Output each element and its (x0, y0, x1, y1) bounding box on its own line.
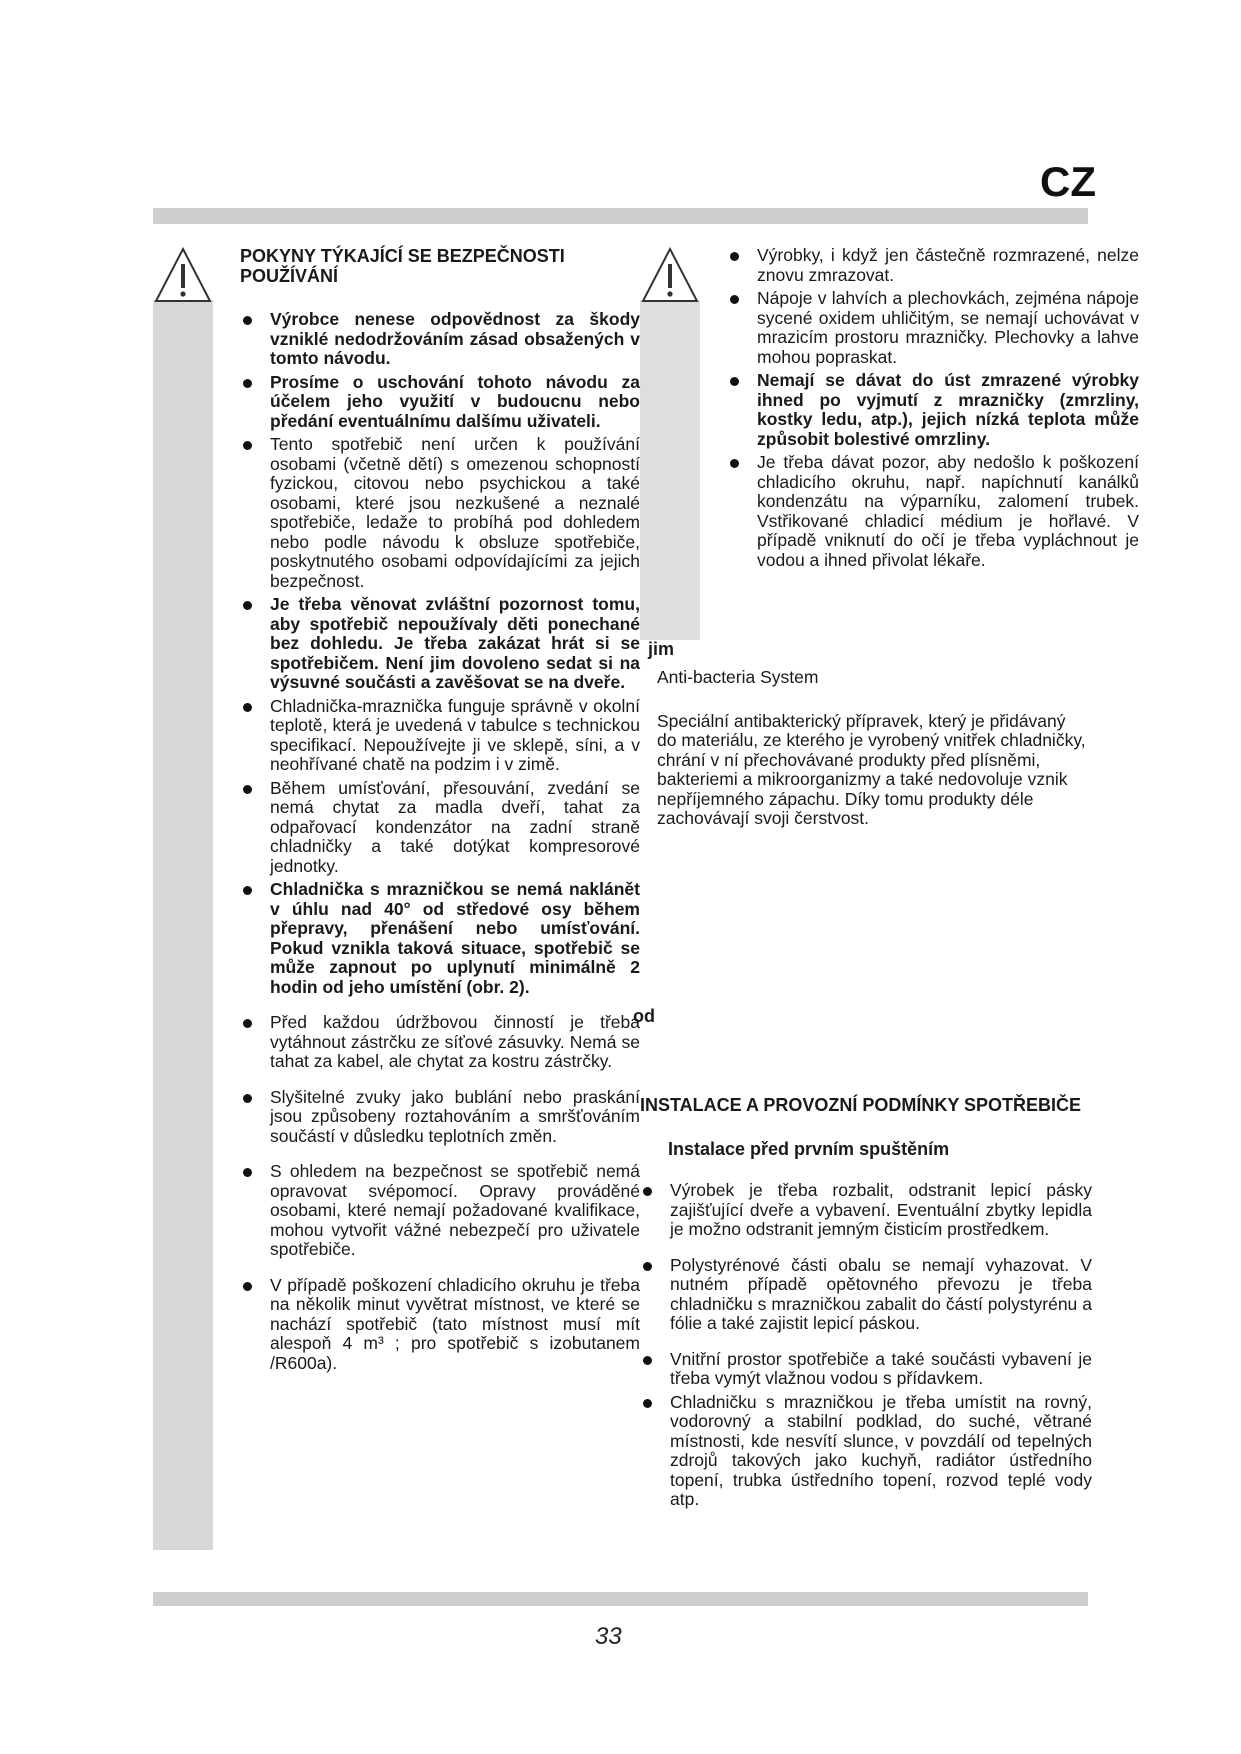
stray-text: jim (648, 639, 675, 659)
warning-icon (153, 246, 213, 304)
list-item: Polystyrénové části obalu se nemají vyhazovat. V nutném případě opětovného převozu je třeba chladničku s mrazničkou zabalit do částí polystyrénu a fólie a také zajistit lepicí páskou. (640, 1256, 1092, 1334)
warnings-list (727, 246, 1139, 570)
list-item: Výrobek je třeba rozbalit, odstranit lepicí pásky zajišťující dveře a vybavení. Eventuální zbytky lepidla je možno odstranit jemným čisticím prostředkem. (640, 1181, 1092, 1240)
stray-text: od (633, 1006, 655, 1026)
warnings-column (727, 246, 1139, 574)
installation-heading: INSTALACE A PROVOZNÍ PODMÍNKY SPOTŘEBIČE (640, 1095, 1082, 1115)
list-item: Je třeba dávat pozor, aby nedošlo k poškození chladicího okruhu, např. napíchnutí kanálků kondenzátu na výparníku, zalomení trubek. Vstřikované chladicí médium je hořlavé. V případě vniknutí do očí je třeba vypláchnout je vodou a ihned přivolat lékaře. (727, 453, 1139, 570)
safety-list (240, 310, 640, 1373)
list-item: Výrobce nenese odpovědnost za škody vzniklé nedodržováním zásad obsažených v tomto návodu. (240, 310, 640, 369)
warning-icon (640, 246, 700, 304)
list-item: Prosíme o uschování tohoto návodu za účelem jeho využití v budoucnu nebo předání eventuálnímu dalšímu uživateli. (240, 373, 640, 432)
antibacteria-title: Anti-bacteria System (657, 667, 819, 687)
list-item: V případě poškození chladicího okruhu je třeba na několik minut vyvětrat místnost, ve které se nachází spotřebič (tato místnost musí mít alespoň 4 m³ ; pro spotřebič s izobutanem /R600a). (240, 1276, 640, 1374)
list-item: Vnitřní prostor spotřebiče a také součásti vybavení je třeba vymýt vlažnou vodou s přídavkem. (640, 1350, 1092, 1389)
language-code: CZ (1040, 158, 1096, 205)
list-item: Tento spotřebič není určen k používání osobami (včetně dětí) s omezenou schopností fyzickou, citovou nebo psychickou a také osobami, které jsou nezkušené a neznalé spotřebiče, ledaže to probíhá pod dohledem nebo podle návodu k obsluze spotřebiče, poskytnutého osobami odpovídajícími za jejich bezpečnost. (240, 435, 640, 591)
antibacteria-text: Speciální antibakterický přípravek, který je přidávaný do materiálu, ze kterého je vyrobený vnitřek chladničky, chrání v ní přechovávané produkty před plísněmi, bakteriemi a mikroorganizmy a také nedovoluje vznik nepříjemného zápachu. Díky tomu produkty déle zachovávají svoji čerstvost. (657, 710, 1086, 828)
top-divider-bar (153, 208, 1088, 224)
bottom-divider-bar (153, 1592, 1088, 1606)
list-item: Chladnička s mrazničkou se nemá naklánět v úhlu nad 40° od středové osy během přepravy, přenášení nebo umísťování. Pokud vznikla taková situace, spotřebič se může zapnout po uplynutí minimálně 2 hodin od jeho umístění (obr. 2). (240, 880, 640, 997)
middle-margin-strip (640, 300, 700, 640)
antibacteria-section (657, 668, 1087, 829)
list-item: Slyšitelné zvuky jako bublání nebo praskání jsou způsobeny roztahováním a smršťováním součástí v důsledku teplotních změn. (240, 1088, 640, 1147)
list-item: Chladničku s mrazničkou je třeba umístit na rovný, vodorovný a stabilní podklad, do suché, větrané místnosti, kde nesvítí slunce, v povzdálí od tepelných zdrojů takových jako kuchyň, radiátor ústředního topení, trubka ústředního topení, rozvod teplé vody atp. (640, 1393, 1092, 1510)
safety-column (240, 246, 640, 1377)
installation-section (640, 1095, 1092, 1514)
list-item: Nápoje v lahvích a plechovkách, zejména nápoje sycené oxidem uhličitým, se nemají uchovávat v mrazicím prostoru mrazničky. Plechovky a lahve mohou popraskat. (727, 289, 1139, 367)
installation-list (640, 1181, 1092, 1510)
list-item: Je třeba věnovat zvláštní pozornost tomu, aby spotřebič nepoužívaly děti ponechané bez dohledu. Je třeba zakázat hrát si se spotřebičem. Není jim dovoleno sedat si na výsuvné součásti a zavěšovat se na dveře. (240, 595, 640, 693)
list-item: Nemají se dávat do úst zmrazené výrobky ihned po vyjmutí z mrazničky (zmrzliny, kostky ledu, atp.), jejich nízká teplota může způsobit bolestivé omrzliny. (727, 371, 1139, 449)
installation-subheading: Instalace před prvním spuštěním (668, 1139, 950, 1159)
page-number: 33 (595, 1623, 622, 1650)
list-item: Před každou údržbovou činností je třeba vytáhnout zástrčku ze síťové zásuvky. Nemá se tahat za kabel, ale chytat za kostru zástrčky. (240, 1013, 640, 1072)
list-item: Chladnička-mraznička funguje správně v okolní teplotě, která je uvedená v tabulce s technickou specifikací. Nepoužívejte ji ve sklepě, síni, a v neohřívané chatě na podzim i v zimě. (240, 697, 640, 775)
left-margin-strip (153, 300, 213, 1550)
list-item: Během umísťování, přesouvání, zvedání se nemá chytat za madla dveří, tahat za odpařovací kondenzátor na zadní straně chladničky a také dotýkat kompresorové jednotky. (240, 779, 640, 877)
list-item: S ohledem na bezpečnost se spotřebič nemá opravovat svépomocí. Opravy prováděné osobami, které nemají požadované kvalifikace, mohou vytvořit vážné nebezpečí pro uživatele spotřebiče. (240, 1162, 640, 1260)
list-item: Výrobky, i když jen částečně rozmrazené, nelze znovu zmrazovat. (727, 246, 1139, 285)
safety-heading: POKYNY TÝKAJÍCÍ SE BEZPEČNOSTI POUŽÍVÁNÍ (240, 246, 565, 286)
